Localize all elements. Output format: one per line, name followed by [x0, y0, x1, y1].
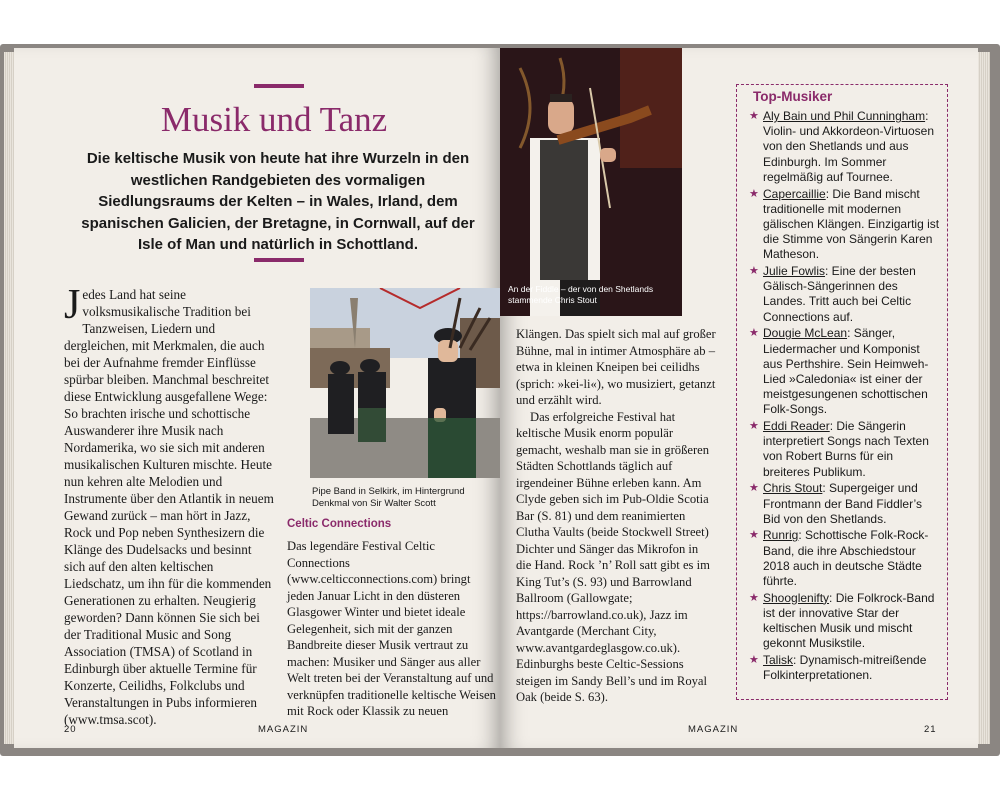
body-text-1: edes Land hat seine volksmusikalische Tradition bei Tanzweisen, Liedern und dergleichen, mit Merkmalen, die auch bei der Aufnahme fremder Einflüsse spürbar bleiben. Manchmal beschreitet diese Entwicklung ausgefallene Wege: So brachten irische und schottische Auswanderer ihre Musik nach Nordamerika, wo sie sich mit anderen musikalischen Kulturen mischte. Heute nun kehren alte Melodien und Instrumente über den Atlantik in neuem Gewand zurück – man hört in Jazz, Rock und Pop neben Synthesizern die Klänge des Dudelsacks und besinnt sich auf den alten keltischen Liedschatz, um ihn für die kommenden Generationen zu erhalten. Neugierig geworden? Dann können Sie sich bei der Traditional Music and Song Association (TMSA) of Scotland in Edinburgh über aktuelle Termine für Konzerte, Ceilidhs, Folkclubs und Veranstaltungen in Pubs informieren (www.tmsa.scot).	[64, 287, 274, 727]
musician-text: : Die Band mischt traditionelle mit modernen gälischen Klängen. Einzigartig ist die Stimme von Sängerin Karen Matheson.	[763, 186, 940, 262]
running-head-left: MAGAZIN	[258, 724, 309, 735]
musician-item	[749, 528, 941, 589]
musician-text: : Violin- und Akkordeon-Virtuosen von den Shetlands und aus Edinburgh. Im Sommer regelmäßig auf Tournee.	[763, 109, 934, 184]
section-subhead: Celtic Connections	[287, 518, 392, 530]
star-icon: ★	[749, 591, 759, 604]
page-number-left: 20	[64, 724, 77, 735]
pipe-band-illustration	[310, 288, 500, 478]
top-musicians-box	[736, 84, 948, 700]
fiddler-illustration	[500, 48, 682, 316]
musician-name[interactable]: Runrig	[763, 528, 799, 543]
star-icon: ★	[749, 327, 759, 340]
musician-item	[749, 187, 941, 263]
open-book	[0, 44, 1000, 756]
musician-text: : Sänger, Liedermacher und Komponist aus Perthshire. Sein Heimweh-Lied »Caledonia« ist einer der meistgesungenen schottischen Folk-Songs.	[763, 326, 929, 417]
star-icon: ★	[749, 265, 759, 278]
fiddler-photo	[500, 48, 682, 316]
musician-text: : Schottische Folk-Rock-Band, die ihre Abschiedstour 2018 auch in deutsche Städte führte.	[763, 528, 929, 589]
body-paragraph-2: Das erfolgreiche Festival hat keltische Musik enorm populär gemacht, weshalb man sie in größeren Städten Schottlands täglich auf irgendeiner Bühne erleben kann. Am Clyde geben sich im Pub-Oldie Scotia Bar (S. 81) und dem reanimierten Clutha Vaults (beide Stockwell Street) Dichter und Sänger das Mikrofon in die Hand. Rock ’n’ Roll satt gibt es im King Tut’s (S. 93) und Barrowland Ballroom (Gallowgate; https://barrowland.co.uk), Jazz im Avantgarde (Merchant City, www.avantgardeglasgow.co.uk). Edinburghs beste Celtic-Sessions steigen im Sandy Bell’s und im Royal Oak (beide S. 63).	[516, 409, 710, 704]
musician-name[interactable]: Shooglenifty	[763, 590, 830, 605]
lead-paragraph: Die keltische Musik von heute hat ihre Wurzeln in den westlichen Randgebieten des vormaligen Siedlungsraums der Kelten – in Wales, Irland, dem spanischen Galicien, der Bretagne, in Cornwall, auf der Isle of Man und natürlich in Schottland.	[81, 150, 475, 253]
body-column-1	[64, 282, 276, 728]
body-paragraph-1: Klängen. Das spielt sich mal auf großer Bühne, mal in intimer Atmosphäre ab – etwa in kleinen Kneipen bei ceilidhs (sprich: »kei-li«), wo musiziert, getanzt und erzählt wird.	[516, 327, 716, 407]
musician-name[interactable]: Eddi Reader	[763, 419, 830, 434]
infobox-title: Top-Musiker	[753, 89, 833, 104]
musician-item	[749, 419, 941, 480]
page-edges-right	[978, 52, 990, 744]
photo-caption-right: An der Fiddle – der von den Shetlands stammende Chris Stout	[508, 284, 654, 305]
star-icon: ★	[749, 654, 759, 667]
musician-text: : Eine der besten Gälisch-Sängerinnen des Landes. Tritt auch bei Celtic Connections auf.	[763, 264, 916, 324]
musician-list	[749, 109, 941, 685]
body-column-3	[516, 326, 716, 706]
musician-item	[749, 109, 941, 185]
musician-name[interactable]: Chris Stout	[763, 481, 823, 496]
star-icon: ★	[749, 482, 759, 495]
musician-item	[749, 326, 941, 417]
musician-text: : Supergeiger und Frontmann der Band Fiddler’s Bid von den Shetlands.	[763, 481, 922, 526]
musician-item	[749, 653, 941, 683]
musician-name[interactable]: Capercaillie	[763, 186, 826, 201]
title-accent-bottom	[254, 258, 304, 262]
musician-name[interactable]: Dougie McLean	[763, 326, 848, 341]
musician-text: : Dynamisch-mitreißende Folkinterpretationen.	[763, 653, 927, 683]
page-edges-left	[4, 52, 14, 744]
body-column-2: Das legendäre Festival Celtic Connections (www.celticconnections.com) bringt jeden Januar Licht in den düsteren Glasgower Winter und bietet ideale Gelegenheit, sich mit der ganzen Bandbreite dieser Musik vertraut zu machen: Musiker und Sänger aus aller Welt treten bei der Veranstaltung auf und verknüpfen traditionelle keltische Weisen mit Rock oder Klassik zu neuen	[287, 539, 496, 718]
musician-name[interactable]: Aly Bain und Phil Cunningham	[763, 109, 926, 123]
drop-cap: J	[64, 282, 81, 328]
photo-caption-left: Pipe Band in Selkirk, im Hintergrund Denkmal von Sir Walter Scott	[312, 486, 465, 509]
star-icon: ★	[749, 187, 759, 200]
star-icon: ★	[749, 529, 759, 542]
musician-item	[749, 591, 941, 652]
title-accent-top	[254, 84, 304, 88]
page-number-right: 21	[924, 724, 937, 735]
right-page	[500, 48, 978, 748]
musician-text: : Die Folkrock-Band ist der innovative Star der keltischen Musik und mischt gekonnt Musikstile.	[763, 590, 935, 651]
page-title: Musik und Tanz	[160, 100, 388, 139]
star-icon: ★	[749, 110, 759, 122]
musician-item	[749, 264, 941, 325]
musician-item	[749, 481, 941, 527]
left-page	[14, 48, 500, 748]
star-icon: ★	[749, 420, 759, 433]
musician-name[interactable]: Talisk	[763, 653, 794, 668]
running-head-right: MAGAZIN	[688, 724, 739, 735]
musician-name[interactable]: Julie Fowlis	[763, 264, 826, 279]
pipe-band-photo	[310, 288, 500, 478]
musician-text: : Die Sängerin interpretiert Songs nach Texten von Robert Burns für ein breiteres Publikum.	[763, 419, 929, 479]
